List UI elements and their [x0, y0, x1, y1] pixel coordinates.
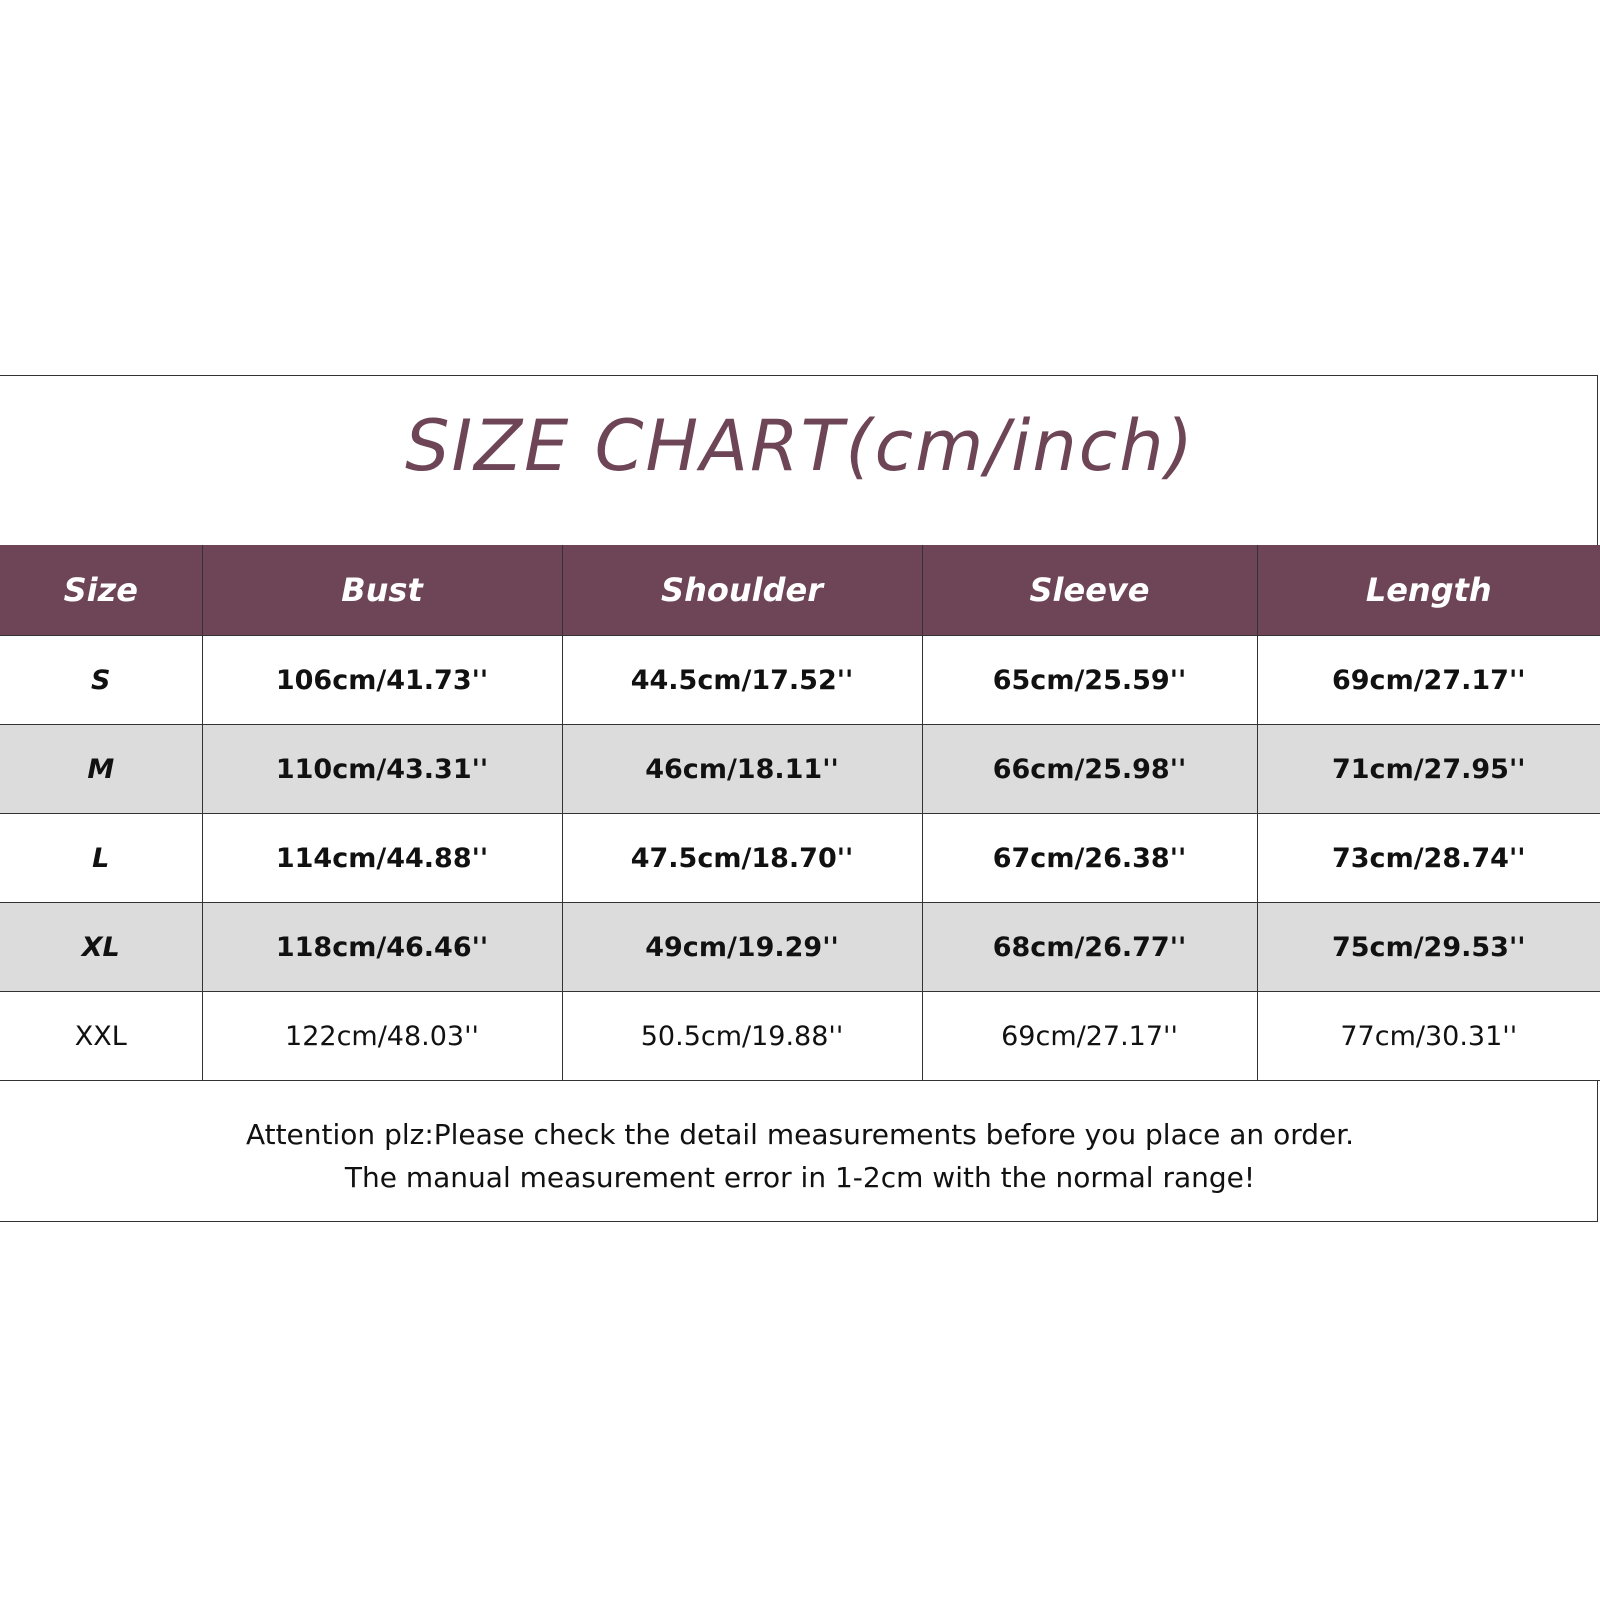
table-header-row — [0, 545, 1600, 636]
size-cell: M — [0, 725, 202, 814]
shoulder-cell: 46cm/18.11'' — [562, 725, 922, 814]
header-size: Size — [0, 545, 202, 636]
length-cell: 77cm/30.31'' — [1257, 992, 1600, 1081]
sleeve-cell: 66cm/25.98'' — [922, 725, 1257, 814]
header-shoulder: Shoulder — [562, 545, 922, 636]
shoulder-cell: 47.5cm/18.70'' — [562, 814, 922, 903]
table-row — [0, 992, 1600, 1081]
header-bust: Bust — [202, 545, 562, 636]
attention-note-line-1: Attention plz:Please check the detail measurements before you place an order. — [245, 1118, 1355, 1151]
length-cell: 71cm/27.95'' — [1257, 725, 1600, 814]
size-cell: L — [0, 814, 202, 903]
table-row — [0, 725, 1600, 814]
chart-title: SIZE CHART(cm/inch) — [405, 405, 1195, 487]
size-cell: XL — [0, 903, 202, 992]
sleeve-cell: 69cm/27.17'' — [922, 992, 1257, 1081]
length-cell: 73cm/28.74'' — [1257, 814, 1600, 903]
length-cell: 69cm/27.17'' — [1257, 636, 1600, 725]
bust-cell: 110cm/43.31'' — [202, 725, 562, 814]
sleeve-cell: 68cm/26.77'' — [922, 903, 1257, 992]
shoulder-cell: 44.5cm/17.52'' — [562, 636, 922, 725]
header-length: Length — [1257, 545, 1600, 636]
shoulder-cell: 49cm/19.29'' — [562, 903, 922, 992]
attention-note — [0, 1113, 1600, 1199]
size-cell: XXL — [0, 992, 202, 1081]
bust-cell: 118cm/46.46'' — [202, 903, 562, 992]
sleeve-cell: 67cm/26.38'' — [922, 814, 1257, 903]
table-row — [0, 903, 1600, 992]
header-sleeve: Sleeve — [922, 545, 1257, 636]
bust-cell: 106cm/41.73'' — [202, 636, 562, 725]
size-cell: S — [0, 636, 202, 725]
shoulder-cell: 50.5cm/19.88'' — [562, 992, 922, 1081]
table-row — [0, 636, 1600, 725]
bust-cell: 114cm/44.88'' — [202, 814, 562, 903]
length-cell: 75cm/29.53'' — [1257, 903, 1600, 992]
sleeve-cell: 65cm/25.59'' — [922, 636, 1257, 725]
table-row — [0, 814, 1600, 903]
bust-cell: 122cm/48.03'' — [202, 992, 562, 1081]
attention-note-line-2: The manual measurement error in 1-2cm with the normal range! — [344, 1161, 1256, 1194]
size-table — [0, 545, 1600, 1081]
